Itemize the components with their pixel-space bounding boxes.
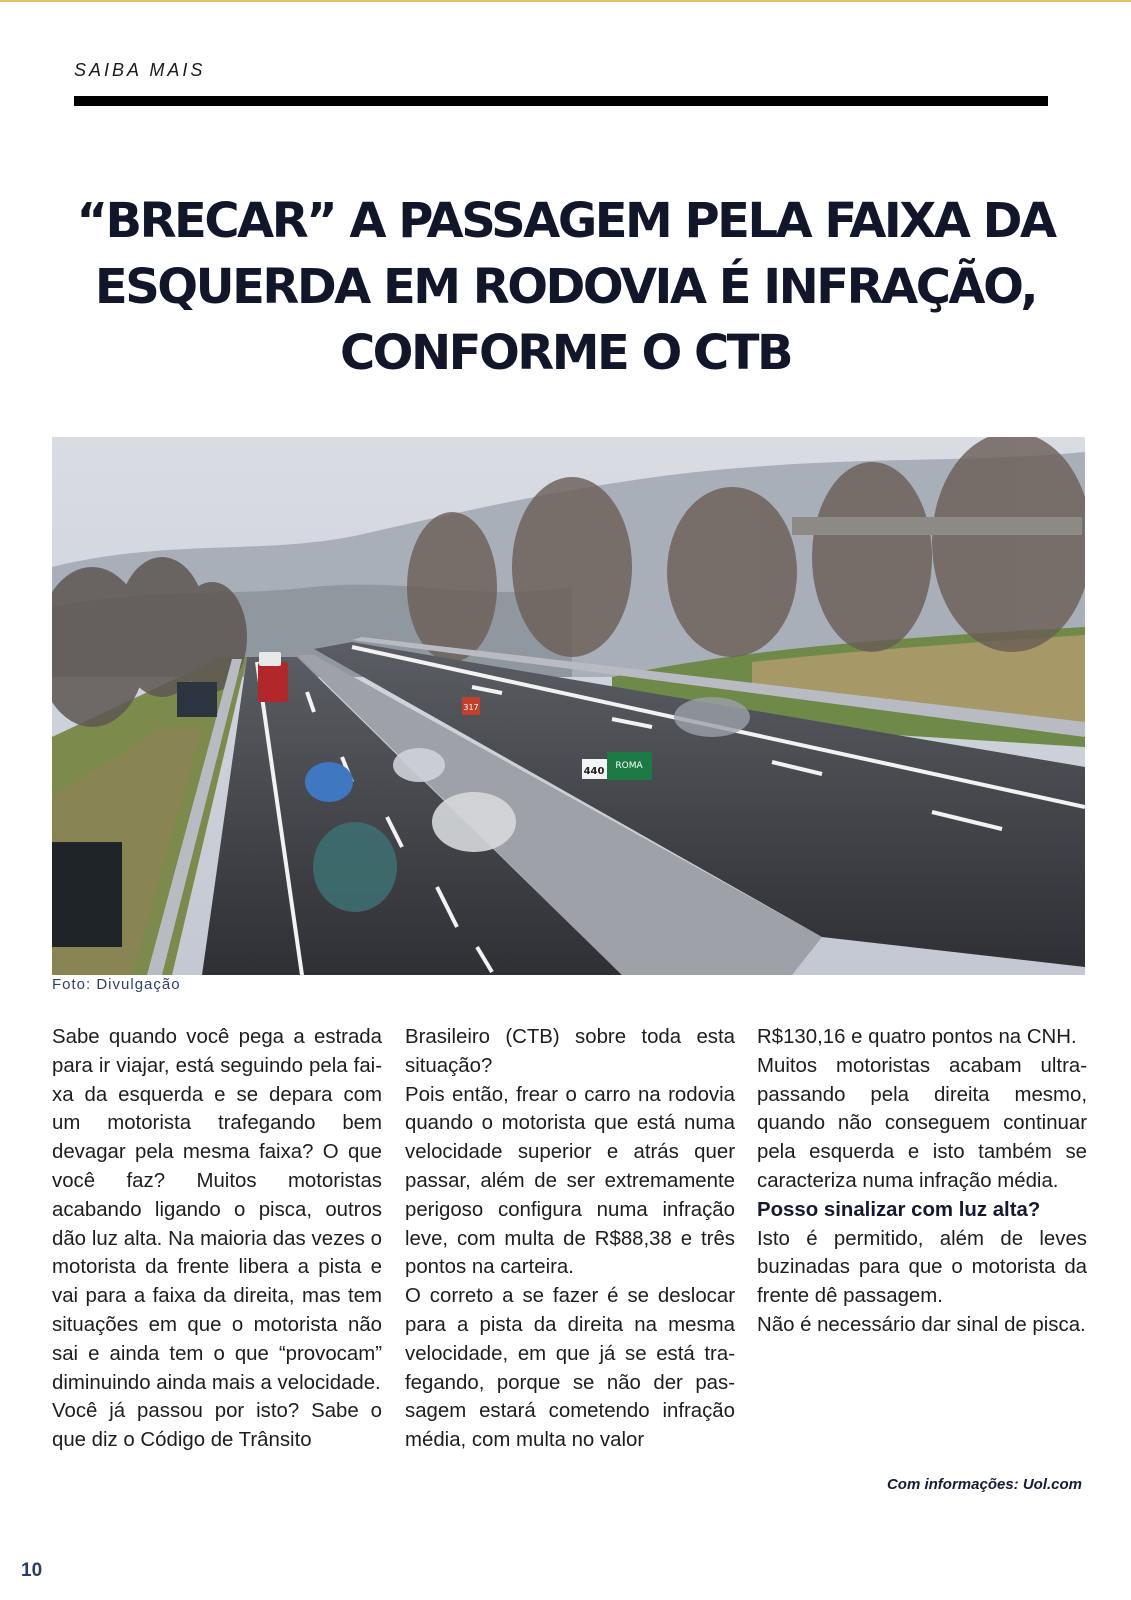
section-divider [74, 96, 1048, 106]
article-paragraph: Sabe quando você pega a estrada para ir viajar, está seguindo pela fai- xa da esquerda e se depara com um motorista trafegando bem devagar pela mesma faixa? O que você faz? Muitos motoristas acabando ligando o pisca, outros dão luz alta. Na maioria das vezes o motorista da frente libera a pista e vai para a faixa da direita, mas tem situações em que o motorista não sai e ainda tem o que “provocam” diminuindo ainda mais a velocidade. [52, 1026, 382, 1394]
article-paragraph: Pois então, frear o carro na rodovia quando o motorista que está numa velocidade superior e atrás quer passar, além de ser extremamente perigoso configura numa infração leve, com multa de R$88,38 e três pontos na carteira. [405, 1083, 735, 1279]
source-credit: Com informações: Uol.com [886, 1476, 1082, 1493]
photo-caption: Foto: Divulgação [52, 976, 181, 993]
article-paragraph-split-end [757, 1023, 1087, 1052]
top-accent-rule [0, 0, 1131, 2]
sign-distance-text: 440 [583, 766, 605, 777]
article-paragraph: Muitos motoristas acabam ultrapassando pela direita mesmo, quando não conseguem continuar pela esquerda e isto também se caracteriza numa infração média. [757, 1054, 1087, 1192]
article-column-3 [757, 1023, 1087, 1340]
sign-route-text: 317 [463, 703, 479, 712]
article-column-2 [405, 1023, 735, 1455]
paragraph-part: Brasileiro (CTB) sobre toda esta situação? [405, 1026, 735, 1077]
article-paragraph: Não é necessário dar sinal de pisca. [757, 1313, 1086, 1336]
article-paragraph: Isto é permitido, além de leves buzinadas para que o motorista da frente dê passagem. [757, 1227, 1087, 1308]
article-headline: “BRECAR” A PASSAGEM PELA FAIXA DA ESQUERDA EM RODOVIA É INFRAÇÃO, CONFORME O CTB [76, 193, 1055, 381]
article-paragraph-split-end [405, 1023, 735, 1081]
paragraph-part: R$130,16 e quatro pontos na CNH. [757, 1026, 1077, 1048]
section-label: SAIBA MAIS [74, 60, 206, 80]
article-subheading: Posso sinalizar com luz alta? [757, 1198, 1041, 1221]
article-paragraph-split-start [52, 1397, 382, 1455]
article-column-1 [52, 1023, 382, 1455]
article-paragraph-split-start [405, 1282, 735, 1455]
paragraph-part: Você já passou por isto? Sabe o que diz o Código de Trânsito [52, 1400, 382, 1452]
sign-city-text: ROMA [615, 761, 643, 771]
paragraph-part: O correto a se fazer é se deslocar para a pista da direita na mesma velocidade, em que já se está trafegando, porque se não der passagem estará cometendo infração média, com multa no valor [405, 1285, 735, 1452]
highway-photo [52, 437, 1085, 975]
page-number: 10 [21, 1560, 43, 1581]
